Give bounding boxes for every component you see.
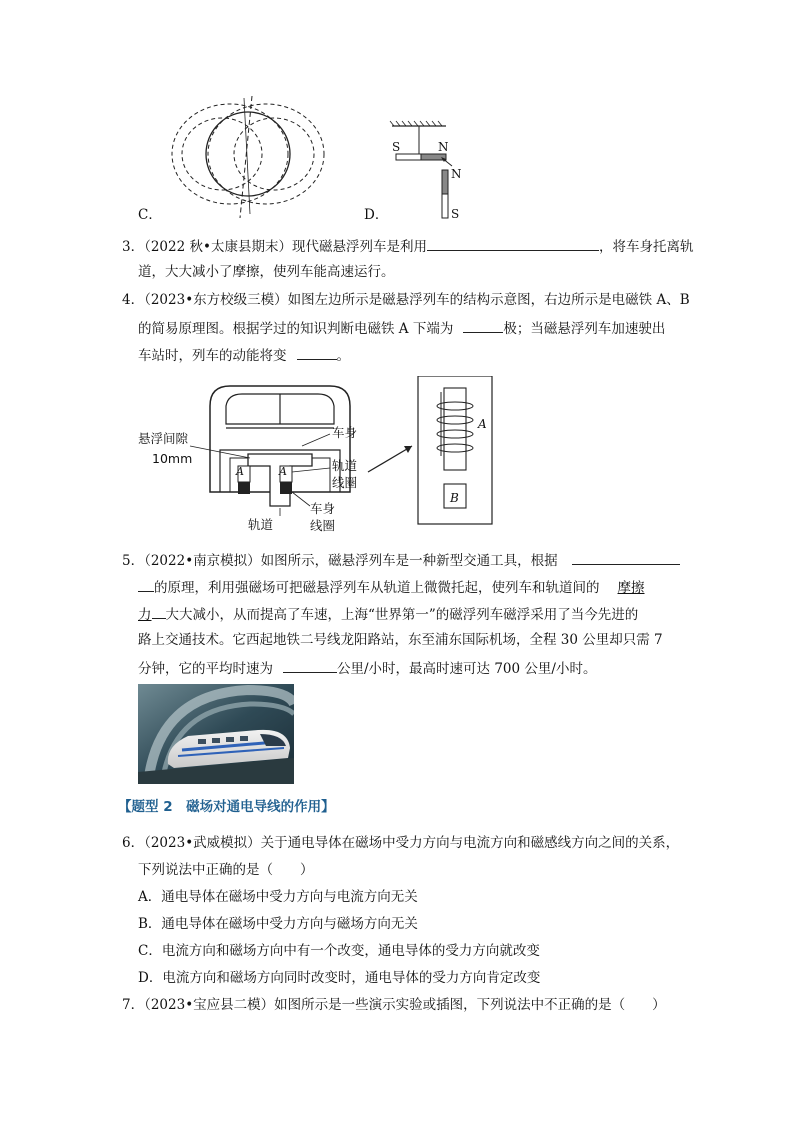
magnet-d-s-label: S bbox=[392, 140, 401, 154]
label-electromagnet-b: B bbox=[450, 491, 459, 505]
q5-text2: 的原理，利用强磁场可把磁悬浮列车从轨道上微微托起，使列车和轨道间的 bbox=[154, 580, 600, 596]
q4-text2: 的简易原理图。根据学过的知识判断电磁铁 A 下端为 bbox=[138, 321, 454, 337]
question-5-line1 bbox=[122, 550, 680, 570]
label-a-right: A bbox=[279, 465, 287, 478]
section-title: 【题型 2 磁场对通电导线的作用】 bbox=[118, 799, 335, 815]
question-5-line2 bbox=[138, 577, 645, 597]
q5-text5-after: 公里/小时，最高时速可达 700 公里/小时。 bbox=[337, 661, 597, 677]
label-electromagnet-a: A bbox=[478, 417, 487, 431]
q6-option-c[interactable]: C．电流方向和磁场方向中有一个改变，通电导体的受力方向就改变 bbox=[138, 943, 540, 959]
question-4-line1: 4．（2023•东方校级三模）如图左边所示是磁悬浮列车的结构示意图，右边所示是电磁铁 A、B bbox=[122, 292, 690, 308]
q3-blank[interactable] bbox=[427, 236, 599, 251]
q5-text3: 大大减小，从而提高了车速，上海“世界第一”的磁浮列车磁浮采用了当今先进的 bbox=[165, 607, 639, 623]
q5-blank-principle-cont[interactable] bbox=[138, 577, 154, 592]
q4-blank-energy[interactable] bbox=[297, 345, 337, 360]
q3-text-after: ，将车身托离轨 bbox=[598, 239, 694, 255]
question-3-line1 bbox=[122, 236, 693, 256]
magnet-d-n-label: N bbox=[438, 140, 449, 154]
q5-blank-speed[interactable] bbox=[283, 658, 337, 673]
option-d-label: D． bbox=[364, 207, 389, 223]
label-a-left: A bbox=[236, 465, 244, 478]
q4-text3-after: 。 bbox=[336, 348, 350, 364]
label-track: 轨道 bbox=[248, 517, 274, 532]
q5-blank-gap bbox=[152, 604, 166, 619]
q4-blank-pole[interactable] bbox=[463, 318, 503, 333]
question-5-line5 bbox=[138, 658, 596, 678]
q6-option-a[interactable]: A．通电导体在磁场中受力方向与电流方向无关 bbox=[138, 889, 418, 905]
label-body: 车身 bbox=[332, 425, 358, 440]
question-5-line3 bbox=[138, 604, 638, 624]
q5-blank-principle[interactable] bbox=[572, 550, 680, 565]
q5-answer-force: 力 bbox=[138, 607, 152, 623]
q5-text1: 5．（2022•南京模拟）如图所示，磁悬浮列车是一种新型交通工具，根据 bbox=[122, 553, 558, 569]
label-body-coil-1: 车身 bbox=[310, 501, 336, 516]
question-4-line3 bbox=[138, 345, 350, 365]
question-4-line2 bbox=[138, 318, 665, 338]
question-5-line4: 路上交通技术。它西起地铁二号线龙阳路站，东至浦东国际机场，全程 30 公里却只需 7 bbox=[138, 632, 663, 648]
label-gap-value: 10mm bbox=[152, 451, 193, 466]
question-6-line2: 下列说法中正确的是（ ） bbox=[138, 862, 314, 878]
magnet-d-s2-label: S bbox=[451, 207, 460, 221]
q6-option-d[interactable]: D．电流方向和磁场方向同时改变时，通电导体的受力方向肯定改变 bbox=[138, 970, 541, 986]
q5-text5: 分钟，它的平均时速为 bbox=[138, 661, 273, 677]
q3-text: 3．（2022 秋•太康县期末）现代磁悬浮列车是利用 bbox=[122, 239, 427, 255]
label-rail-coil-2: 线圈 bbox=[332, 475, 358, 490]
label-rail-coil-1: 轨道 bbox=[332, 458, 358, 473]
magnet-d-n2-label: N bbox=[451, 167, 462, 181]
label-body-coil-2: 线圈 bbox=[310, 518, 336, 533]
q4-text2-after: 极；当磁悬浮列车加速驶出 bbox=[503, 321, 666, 337]
question-6-line1: 6．（2023•武威模拟）关于通电导体在磁场中受力方向与电流方向和磁感线方向之间的关系， bbox=[122, 835, 680, 851]
figure-c-magnetic-field bbox=[150, 92, 340, 222]
option-c-label: C． bbox=[138, 207, 162, 223]
q4-text3: 车站时，列车的动能将变 bbox=[138, 348, 287, 364]
q5-answer-friction: 摩擦 bbox=[617, 580, 645, 596]
q6-option-b[interactable]: B．通电导体在磁场中受力方向与磁场方向无关 bbox=[138, 916, 418, 932]
figure-d-magnets bbox=[388, 120, 478, 230]
question-7-line1: 7．（2023•宝应县二模）如图所示是一些演示实验或插图，下列说法中不正确的是（ ） bbox=[122, 997, 666, 1013]
question-3-line2: 道，大大减小了摩擦，使列车能高速运行。 bbox=[138, 264, 395, 280]
label-gap: 悬浮间隙 bbox=[138, 431, 189, 446]
maglev-train-photo bbox=[138, 684, 294, 784]
